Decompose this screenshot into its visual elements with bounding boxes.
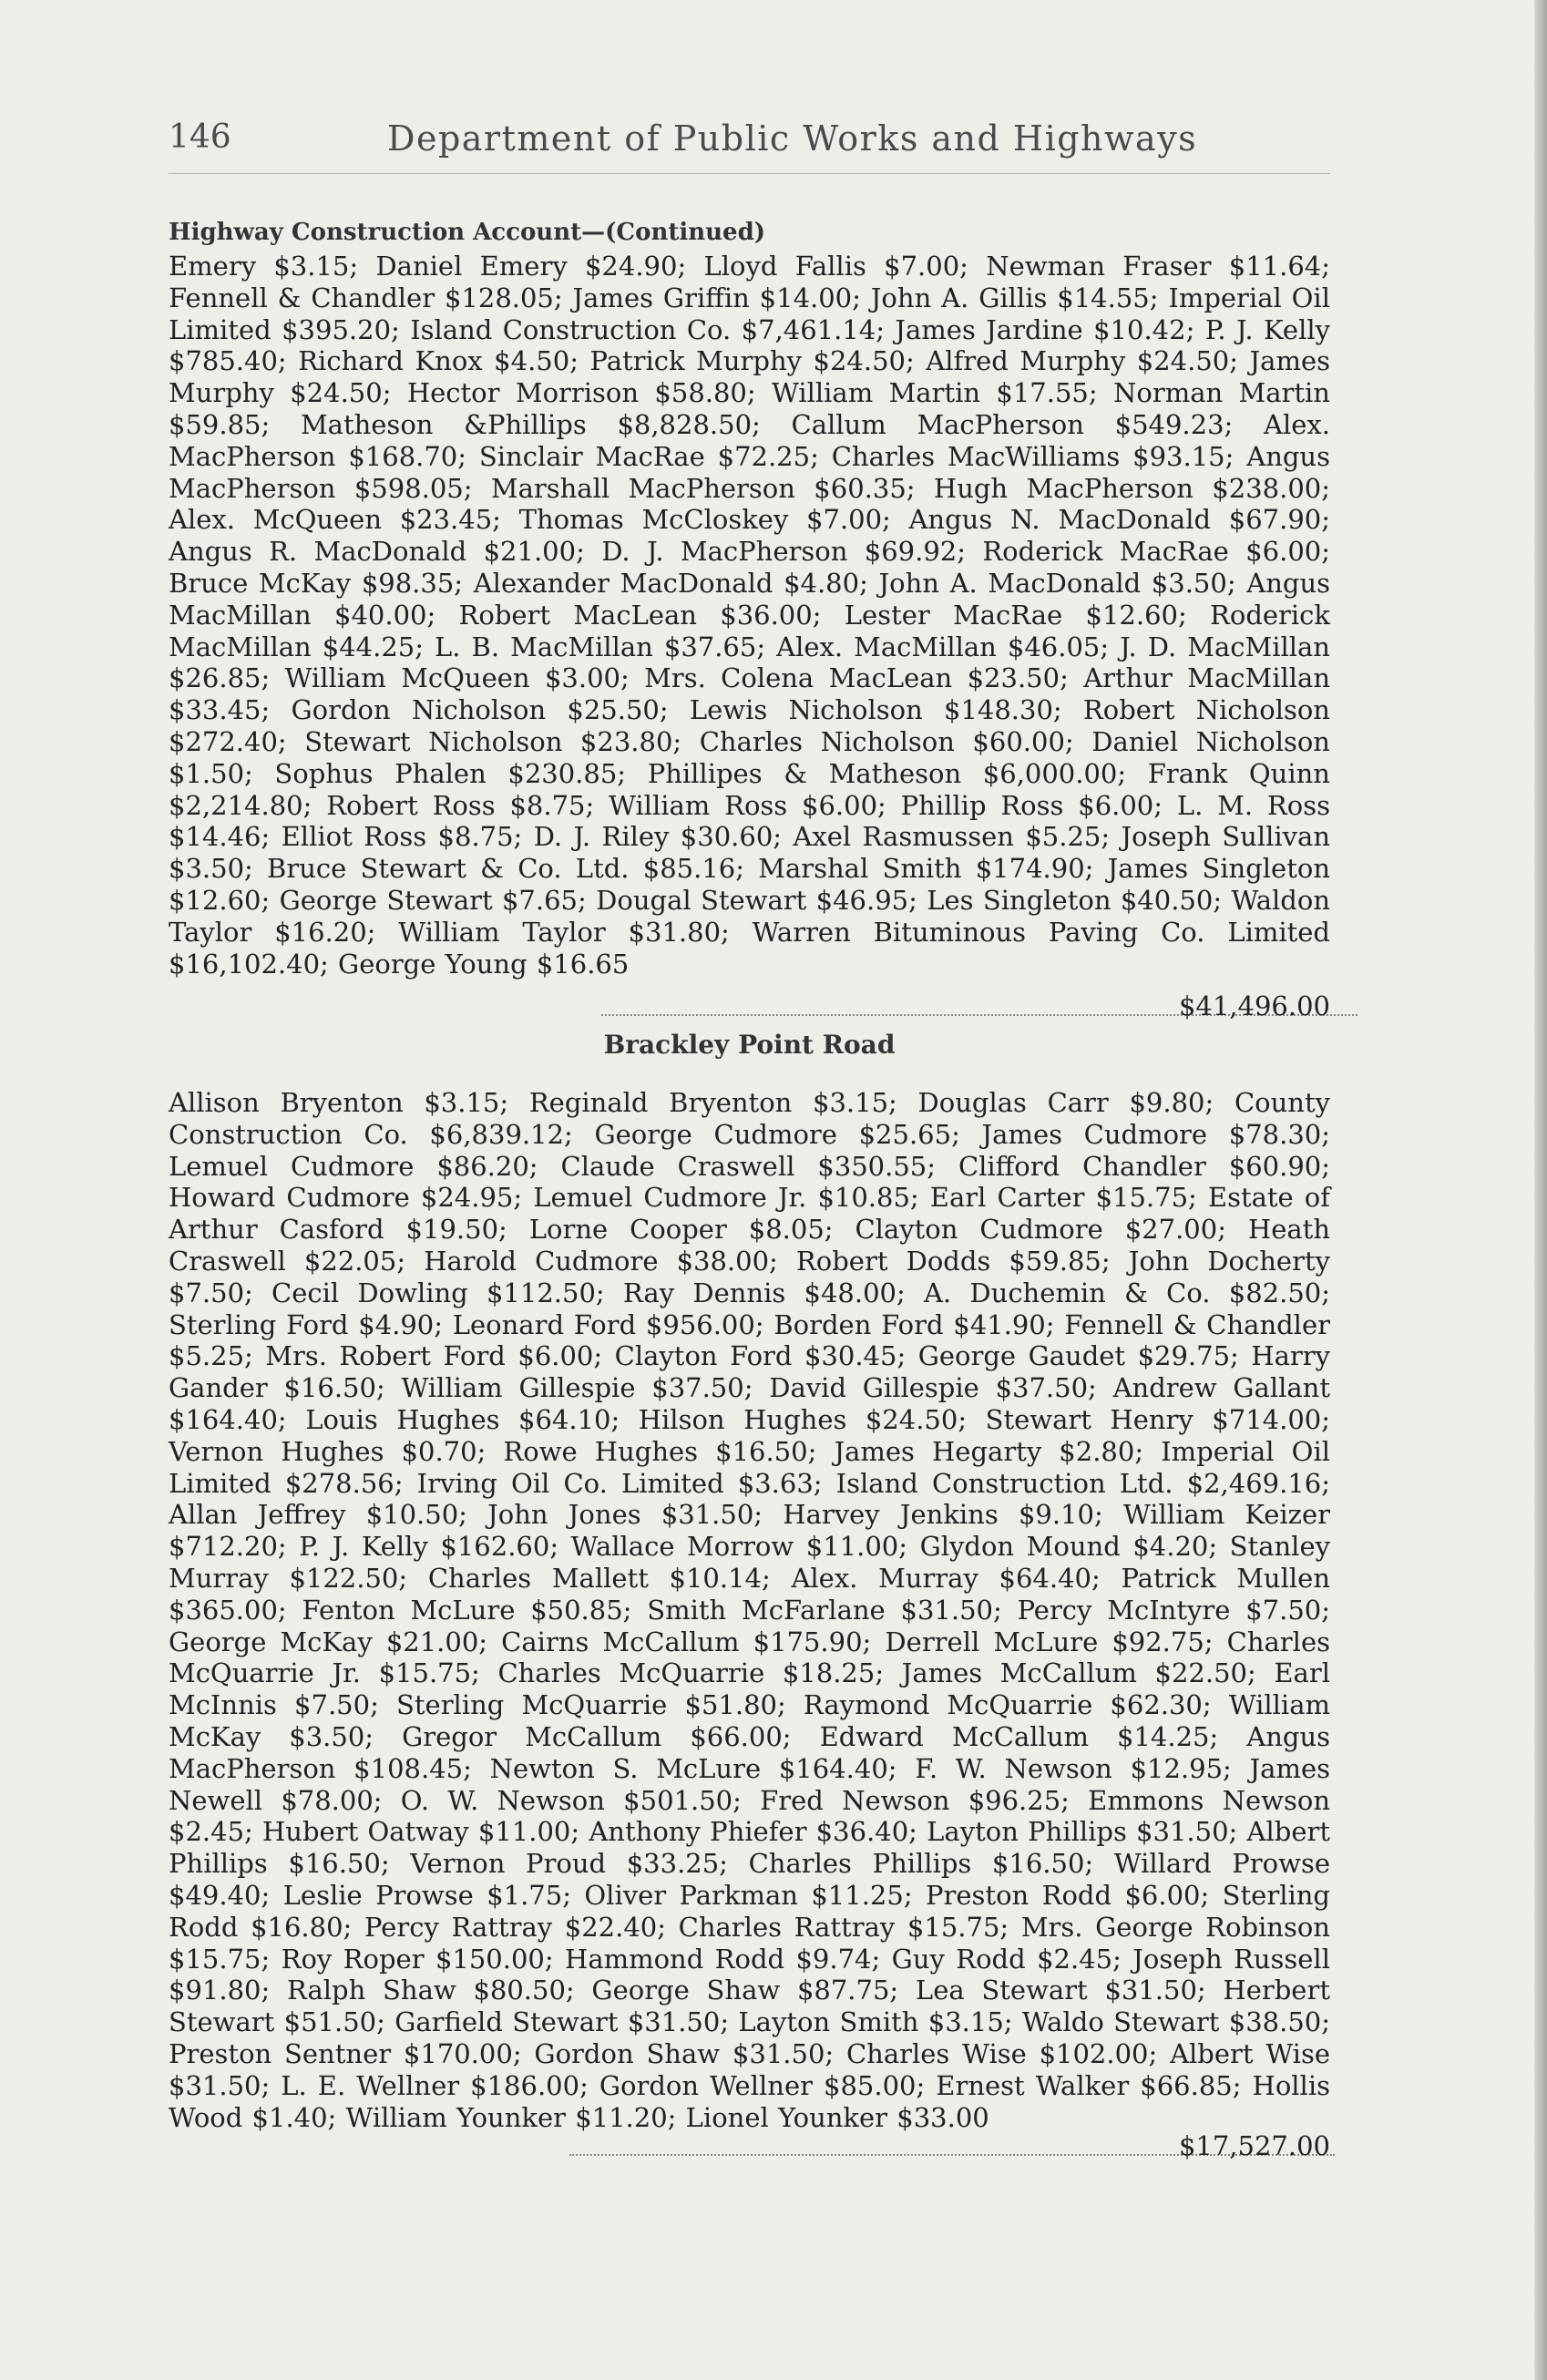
- page-edge-shadow: [1534, 0, 1547, 2380]
- brackley-point-road-total: $17,527.00: [1178, 2130, 1330, 2161]
- section-title-brackley-point-road: Brackley Point Road: [603, 1030, 896, 1060]
- highway-construction-total: $41,496.00: [1178, 990, 1330, 1021]
- page-header: [169, 118, 1330, 174]
- section-heading-highway-construction: Highway Construction Account—(Continued): [169, 219, 766, 246]
- page-number: 146: [169, 118, 231, 156]
- brackley-point-road-entries: Allison Bryenton $3.15; Reginald Bryenton $3.15; Douglas Carr $9.80; County Construction Co. $6,839.12; George Cudmore $25.65; James Cudmore $78.30; Lemuel Cudmore $86.20; Claude Craswell $350.55; Clifford Chandler $60.90; Howard Cudmore $24.95; Lemuel Cudmore Jr. $10.85; Earl Carter $15.75; Estate of Arthur Casford $19.50; Lorne Cooper $8.05; Clayton Cudmore $27.00; Heath Craswell $22.05; Harold Cudmore $38.00; Robert Dodds $59.85; John Docherty $7.50; Cecil Dowling $112.50; Ray Dennis $48.00; A. Duchemin & Co. $82.50; Sterling Ford $4.90; Leonard Ford $956.00; Borden Ford $41.90; Fennell & Chandler $5.25; Mrs. Robert Ford $6.00; Clayton Ford $30.45; George Gaudet $29.75; Harry Gander $16.50; William Gillespie $37.50; David Gillespie $37.50; Andrew Gallant $164.40; Louis Hughes $64.10; Hilson Hughes $24.50; Stewart Henry $714.00; Vernon Hughes $0.70; Rowe Hughes $16.50; James Hegarty $2.80; Imperial Oil Limited $278.56; Irving Oil Co. Limited $3.63; Island Construction Ltd. $2,469.16; Allan Jeffrey $10.50; John Jones $31.50; Harvey Jenkins $9.10; William Keizer $712.20; P. J. Kelly $162.60; Wallace Morrow $11.00; Glydon Mound $4.20; Stanley Murray $122.50; Charles Mallett $10.14; Alex. Murray $64.40; Patrick Mullen $365.00; Fenton McLure $50.85; Smith McFarlane $31.50; Percy McIntyre $7.50; George McKay $21.00; Cairns McCallum $175.90; Derrell McLure $92.75; Charles McQuarrie Jr. $15.75; Charles McQuarrie $18.25; James McCallum $22.50; Earl McInnis $7.50; Sterling McQuarrie $51.80; Raymond McQuarrie $62.30; William McKay $3.50; Gregor McCallum $66.00; Edward McCallum $14.25; Angus MacPherson $108.45; Newton S. McLure $164.40; F. W. Newson $12.95; James Newell $78.00; O. W. Newson $501.50; Fred Newson $96.25; Emmons Newson $2.45; Hubert Oatway $11.00; Anthony Phiefer $36.40; Layton Phillips $31.50; Albert Phillips $16.50; Vernon Proud $33.25; Charles Phillips $16.50; Willard Prowse $49.40; Leslie Prowse $1.75; Oliver Parkman $11.25; Preston Rodd $6.00; Sterling Rodd $16.80; Percy Rattray $22.40; Charles Rattray $15.75; Mrs. George Robinson $15.75; Roy Roper $150.00; Hammond Rodd $9.74; Guy Rodd $2.45; Joseph Russell $91.80; Ralph Shaw $80.50; George Shaw $87.75; Lea Stewart $31.50; Herbert Stewart $51.50; Garfield Stewart $31.50; Layton Smith $3.15; Waldo Stewart $38.50; Preston Sentner $170.00; Gordon Shaw $31.50; Charles Wise $102.00; Albert Wise $31.50; L. E. Wellner $186.00; Gordon Wellner $85.00; Ernest Walker $66.85; Hollis Wood $1.40; William Younker $11.20; Lionel Younker $33.00: [169, 1087, 1330, 2133]
- running-title: Department of Public Works and Highways: [387, 118, 1198, 159]
- highway-construction-entries: Emery $3.15; Daniel Emery $24.90; Lloyd Fallis $7.00; Newman Fraser $11.64; Fennell & Chandler $128.05; James Griffin $14.00; John A. Gillis $14.55; Imperial Oil Limited $395.20; Island Construction Co. $7,461.14; James Jardine $10.42; P. J. Kelly $785.40; Richard Knox $4.50; Patrick Murphy $24.50; Alfred Murphy $24.50; James Murphy $24.50; Hector Morrison $58.80; William Martin $17.55; Norman Martin $59.85; Matheson &Phillips $8,828.50; Callum MacPherson $549.23; Alex. MacPherson $168.70; Sinclair MacRae $72.25; Charles MacWilliams $93.15; Angus MacPherson $598.05; Marshall MacPherson $60.35; Hugh MacPherson $238.00; Alex. McQueen $23.45; Thomas McCloskey $7.00; Angus N. MacDonald $67.90; Angus R. MacDonald $21.00; D. J. MacPherson $69.92; Roderick MacRae $6.00; Bruce McKay $98.35; Alexander MacDonald $4.80; John A. MacDonald $3.50; Angus MacMillan $40.00; Robert MacLean $36.00; Lester MacRae $12.60; Roderick MacMillan $44.25; L. B. MacMillan $37.65; Alex. MacMillan $46.05; J. D. MacMillan $26.85; William McQueen $3.00; Mrs. Colena MacLean $23.50; Arthur MacMillan $33.45; Gordon Nicholson $25.50; Lewis Nicholson $148.30; Robert Nicholson $272.40; Stewart Nicholson $23.80; Charles Nicholson $60.00; Daniel Nicholson $1.50; Sophus Phalen $230.85; Phillipes & Matheson $6,000.00; Frank Quinn $2,214.80; Robert Ross $8.75; William Ross $6.00; Phillip Ross $6.00; L. M. Ross $14.46; Elliot Ross $8.75; D. J. Riley $30.60; Axel Rasmussen $5.25; Joseph Sullivan $3.50; Bruce Stewart & Co. Ltd. $85.16; Marshal Smith $174.90; James Singleton $12.60; George Stewart $7.65; Dougal Stewart $46.95; Les Singleton $40.50; Waldon Taylor $16.20; William Taylor $31.80; Warren Bituminous Paving Co. Limited $16,102.40; George Young $16.65: [169, 251, 1330, 980]
